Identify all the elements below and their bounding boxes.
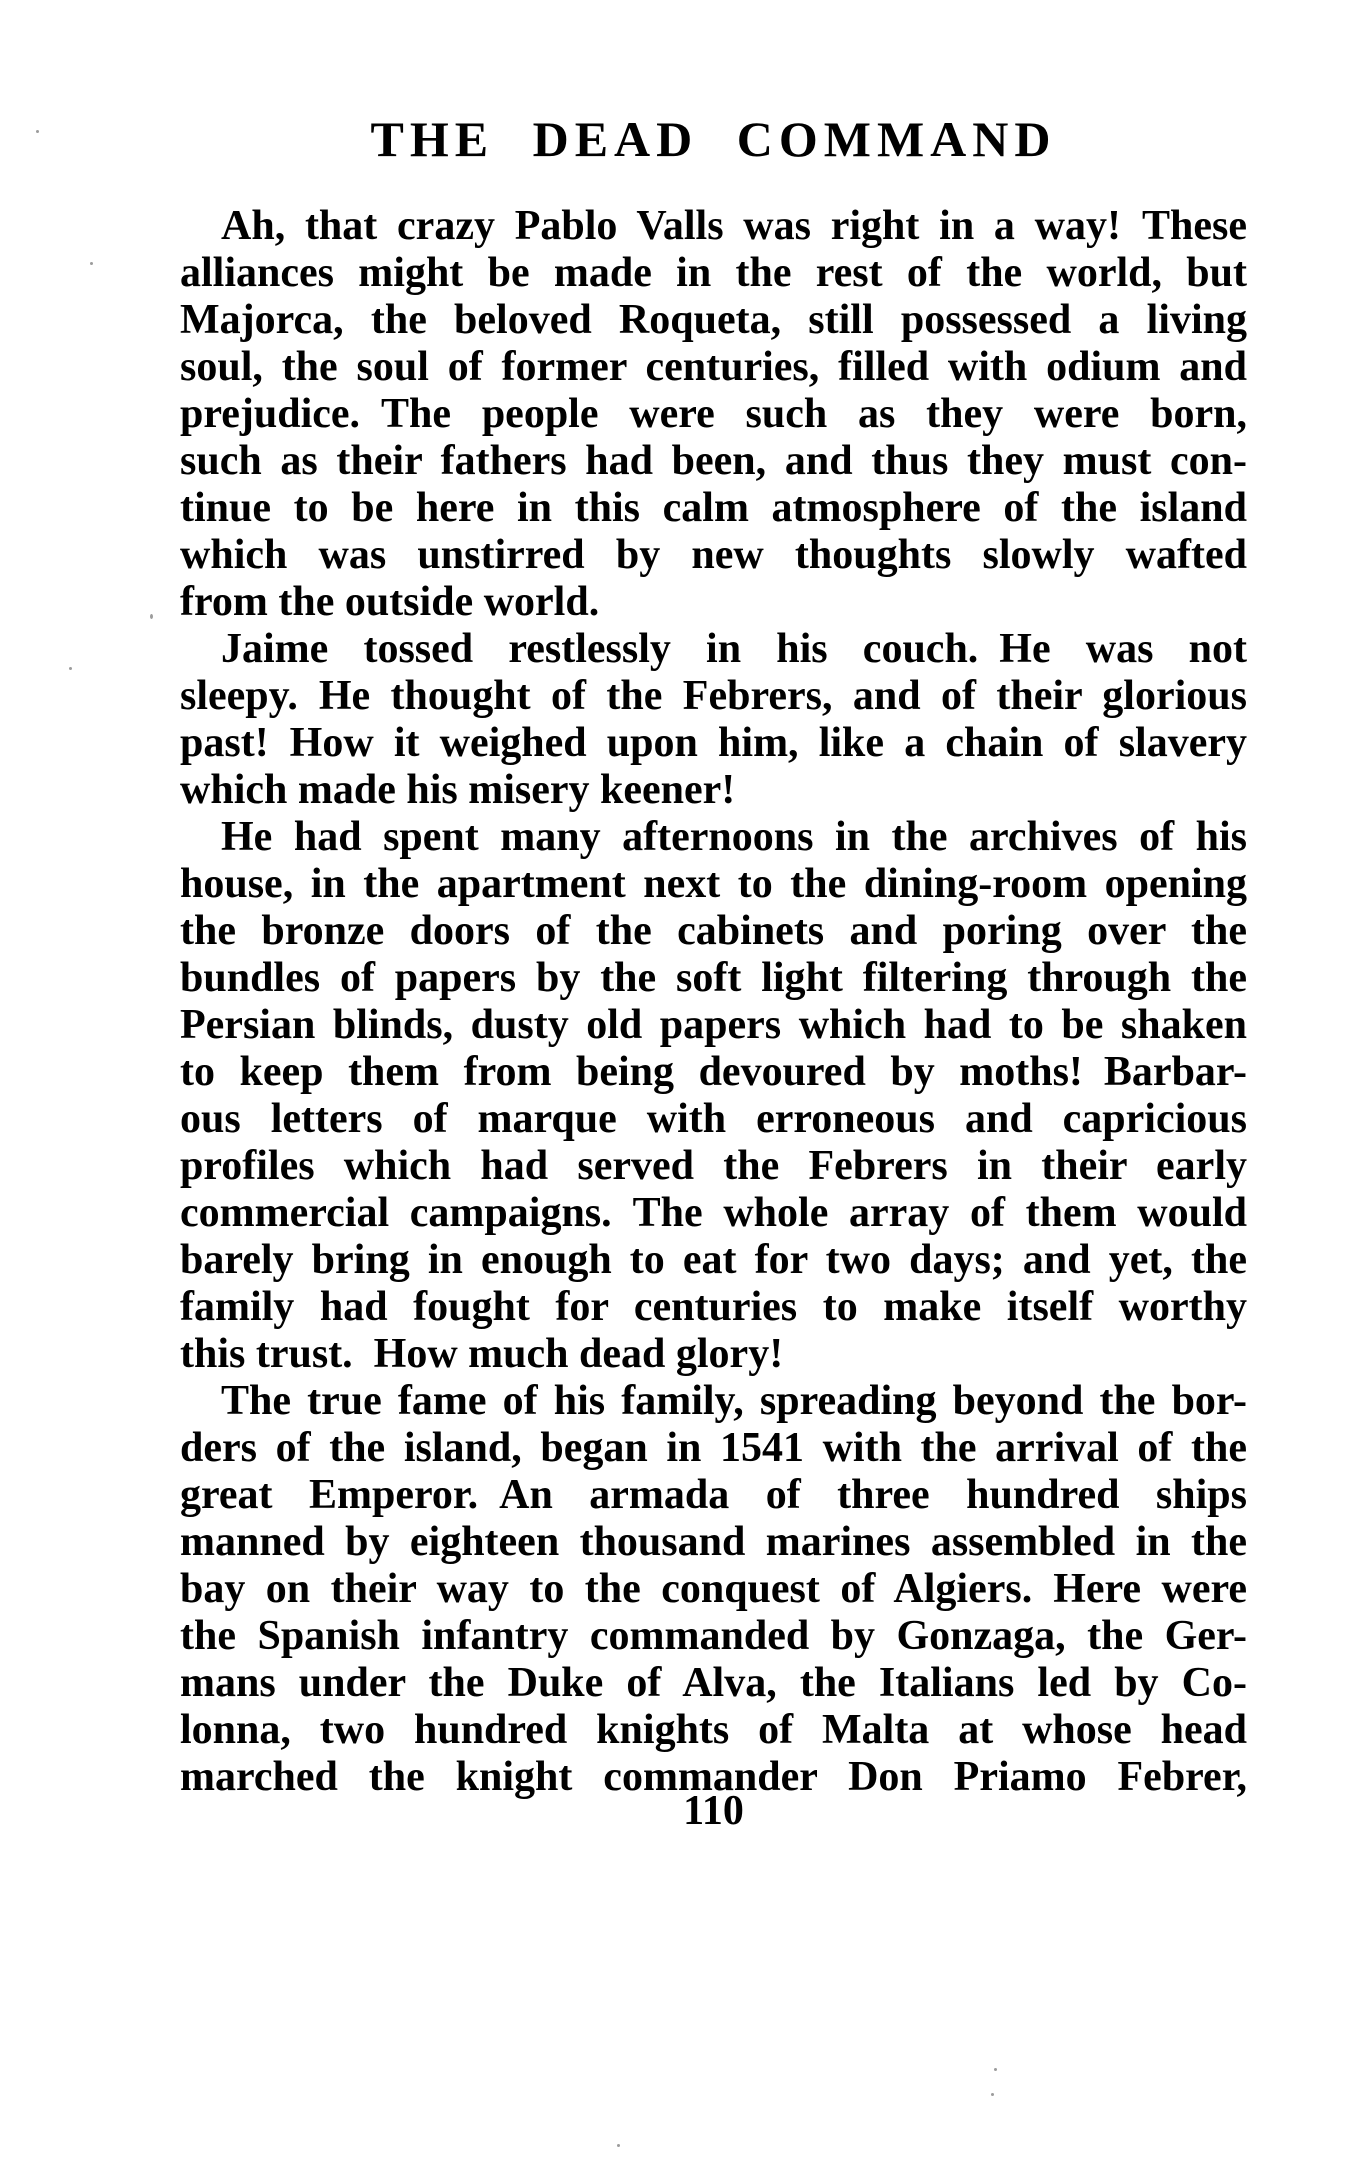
text-line: the Spanish infantry commanded by Gonzaga, the Ger-: [180, 1613, 1247, 1659]
text-line: the bronze doors of the cabinets and poring over the: [180, 908, 1247, 954]
text-line: house, in the apartment next to the dining-room opening: [180, 861, 1247, 907]
text-line: He had spent many afternoons in the archives of his: [221, 814, 1247, 860]
scan-artifact-speck: [36, 130, 39, 133]
text-line: Persian blinds, dusty old papers which had to be shaken: [180, 1002, 1247, 1048]
text-line: Majorca, the beloved Roqueta, still possessed a living: [180, 297, 1247, 343]
text-line: past! How it weighed upon him, like a chain of slavery: [180, 720, 1247, 766]
text-line: Ah, that crazy Pablo Valls was right in a way! These: [221, 203, 1247, 249]
scan-artifact-speck: [994, 2068, 997, 2071]
text-line: such as their fathers had been, and thus they must con-: [180, 438, 1247, 484]
text-line: barely bring in enough to eat for two days; and yet, the: [180, 1237, 1247, 1283]
text-line: family had fought for centuries to make itself worthy: [180, 1284, 1247, 1330]
text-line: this trust. How much dead glory!: [180, 1331, 784, 1377]
scan-artifact-speck: [150, 614, 153, 619]
text-line: manned by eighteen thousand marines assembled in the: [180, 1519, 1247, 1565]
text-line: to keep them from being devoured by moths! Barbar-: [180, 1049, 1247, 1095]
scan-artifact-speck: [90, 262, 93, 265]
body-text: [180, 203, 1247, 1801]
scan-artifact-speck: [991, 2093, 994, 2096]
text-line: The true fame of his family, spreading beyond the bor-: [221, 1378, 1247, 1424]
text-line: mans under the Duke of Alva, the Italians led by Co-: [180, 1660, 1247, 1706]
paragraph: [180, 814, 1247, 1378]
text-line: bundles of papers by the soft light filtering through the: [180, 955, 1247, 1001]
text-line: prejudice. The people were such as they were born,: [180, 391, 1247, 437]
text-line: from the outside world.: [180, 579, 600, 625]
paragraph: [180, 626, 1247, 814]
text-line: profiles which had served the Febrers in their early: [180, 1143, 1247, 1189]
text-line: tinue to be here in this calm atmosphere of the island: [180, 485, 1247, 531]
paragraph: [180, 1378, 1247, 1801]
text-line: soul, the soul of former centuries, filled with odium and: [180, 344, 1247, 390]
text-line: which made his misery keener!: [180, 767, 736, 813]
text-line: ders of the island, began in 1541 with the arrival of the: [180, 1425, 1247, 1471]
page-number: 110: [683, 1788, 744, 1834]
scan-artifact-speck: [617, 2144, 620, 2147]
text-line: great Emperor. An armada of three hundred ships: [180, 1472, 1247, 1518]
text-line: lonna, two hundred knights of Malta at whose head: [180, 1707, 1247, 1753]
scan-artifact-speck: [69, 667, 72, 670]
text-line: bay on their way to the conquest of Algiers. Here were: [180, 1566, 1247, 1612]
paragraph: [180, 203, 1247, 626]
text-line: sleepy. He thought of the Febrers, and of their glorious: [180, 673, 1247, 719]
text-line: which was unstirred by new thoughts slowly wafted: [180, 532, 1247, 578]
text-line: Jaime tossed restlessly in his couch. He was not: [221, 626, 1247, 672]
text-line: commercial campaigns. The whole array of them would: [180, 1190, 1247, 1236]
text-line: marched the knight commander Don Priamo Febrer,: [180, 1754, 1247, 1800]
text-line: ous letters of marque with erroneous and capricious: [180, 1096, 1247, 1142]
text-line: alliances might be made in the rest of the world, but: [180, 250, 1247, 296]
page-title: THE DEAD COMMAND: [370, 111, 1057, 167]
